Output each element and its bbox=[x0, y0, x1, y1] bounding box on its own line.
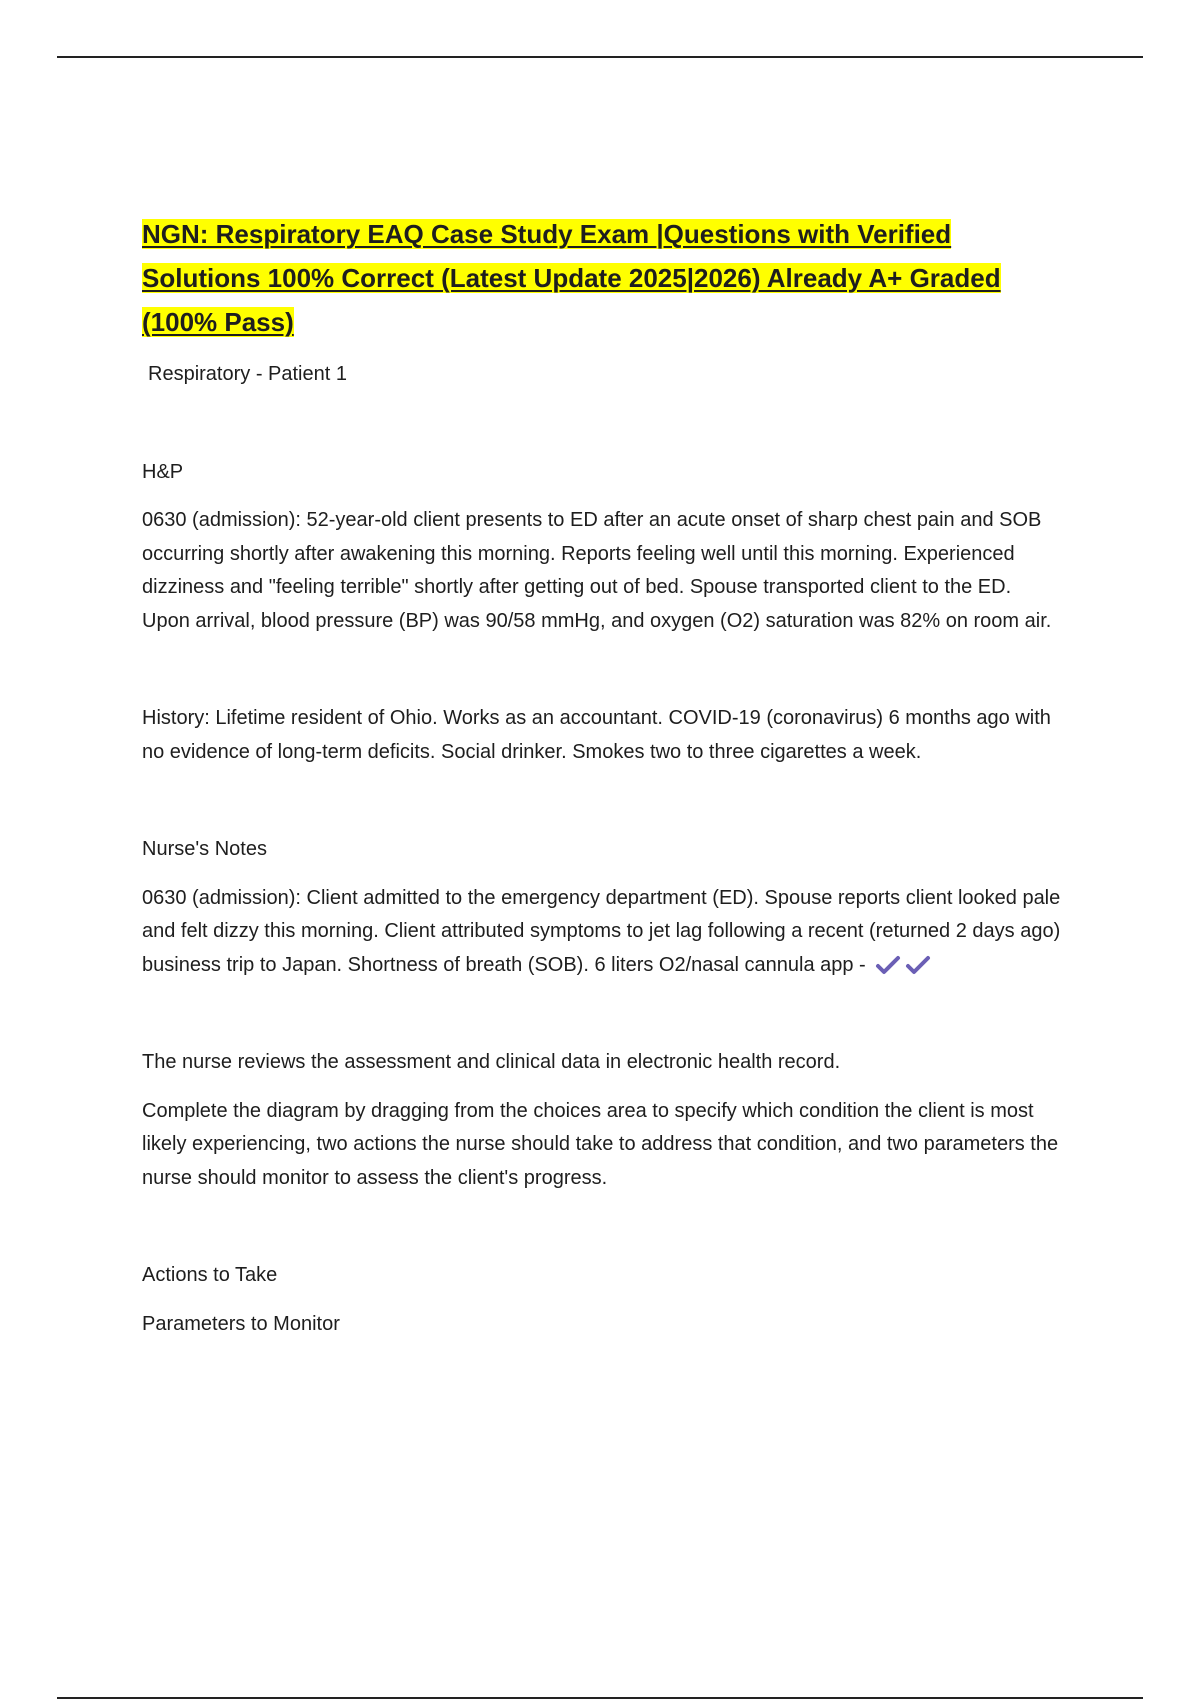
actions-to-take-label: Actions to Take bbox=[142, 1264, 278, 1286]
hp-admission-text: 0630 (admission): 52-year-old client presents to ED after an acute onset of sharp chest pain and SOB occurring shortly after awakening this morning. Reports feeling well until this morning. Experienced dizziness and "feeling terrible" shortly after getting out of bed. Spouse transported client to the ED. Upon arrival, blood pressure (BP) was 90/58 mmHg, and oxygen (O2) saturation was 82% on room air. bbox=[142, 509, 1052, 632]
parameters-to-monitor-label: Parameters to Monitor bbox=[142, 1312, 340, 1335]
bottom-rule bbox=[57, 1697, 1143, 1699]
document-title: NGN: Respiratory EAQ Case Study Exam |Questions with Verified Solutions 100% Correct (Latest Update 2025|2026) Already A+ Graded (100% Pass) bbox=[142, 219, 1001, 337]
document-body bbox=[142, 212, 1062, 1341]
review-statement: The nurse reviews the assessment and clinical data in electronic health record. bbox=[142, 1051, 841, 1073]
check-mark-icon bbox=[875, 954, 901, 976]
nurses-notes-heading: Nurse's Notes bbox=[142, 838, 267, 860]
hp-heading: H&P bbox=[142, 460, 184, 483]
check-mark-icon bbox=[905, 954, 931, 976]
top-rule bbox=[57, 56, 1143, 58]
instructions-text: Complete the diagram by dragging from the choices area to specify which condition the client is most likely experiencing, two actions the nurse should take to address that condition, and two parameters the nurse should monitor to assess the client's progress. bbox=[142, 1099, 1059, 1189]
nurses-notes-body: 0630 (admission): Client admitted to the emergency department (ED). Spouse reports client looked pale and felt dizzy this morning. Client attributed symptoms to jet lag following a recent (returned 2 days ago) business trip to Japan. Shortness of breath (SOB). 6 liters O2/nasal cannula app - bbox=[142, 886, 1061, 976]
nurses-notes-text bbox=[142, 882, 1062, 983]
history-text: History: Lifetime resident of Ohio. Works as an accountant. COVID-19 (coronavirus) 6 months ago with no evidence of long-term deficits. Social drinker. Smokes two to three cigarettes a week. bbox=[142, 707, 1051, 763]
document-subtitle: Respiratory - Patient 1 bbox=[148, 363, 347, 385]
